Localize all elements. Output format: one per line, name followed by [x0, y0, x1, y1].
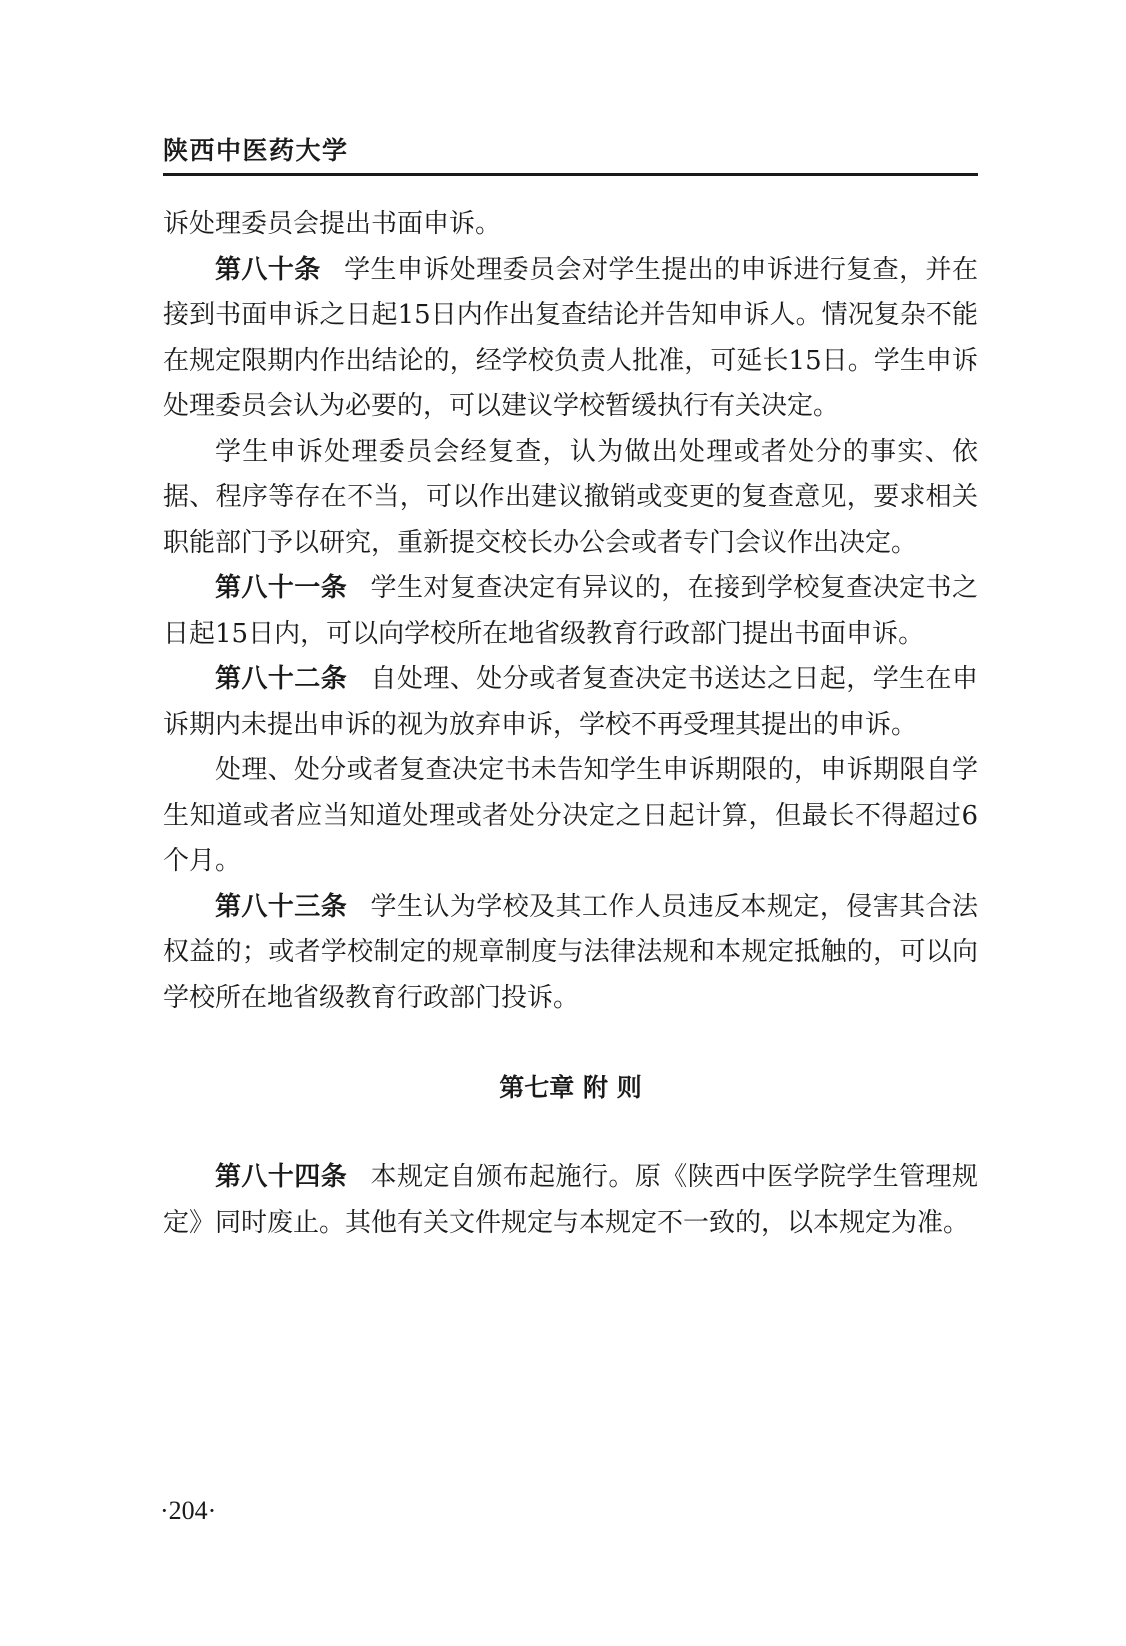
document-body — [163, 202, 978, 1246]
article-number: 第八十四条 — [215, 1162, 348, 1192]
article-number: 第八十三条 — [215, 891, 348, 922]
header-rule — [163, 173, 978, 176]
paragraph: 处理、处分或者复查决定书未告知学生申诉期限的，申诉期限自学生知道或者应当知道处理或者处分决定之日起计算，但最长不得超过6个月。 — [163, 755, 978, 876]
article-number: 第八十二条 — [215, 664, 348, 694]
article-number: 第八十一条 — [215, 573, 348, 603]
article-text: 学生对复查决定有异议的，在接到学校复查决定书之日起15日内，可以向学校所在地省级教育行政部门提出书面申诉。 — [163, 573, 978, 649]
article-text: 学生认为学校及其工作人员违反本规定，侵害其合法权益的；或者学校制定的规章制度与法律法规和本规定抵触的，可以向学校所在地省级教育行政部门投诉。 — [163, 891, 978, 1013]
article-text: 自处理、处分或者复查决定书送达之日起，学生在申诉期内未提出申诉的视为放弃申诉，学校不再受理其提出的申诉。 — [163, 664, 978, 740]
paragraph: 学生申诉处理委员会经复查，认为做出处理或者处分的事实、依据、程序等存在不当，可以作出建议撤销或变更的复查意见，要求相关职能部门予以研究，重新提交校长办公会或者专门会议作出决定。 — [163, 436, 978, 558]
article-80 — [163, 248, 978, 430]
article-text: 学生申诉处理委员会对学生提出的申诉进行复查，并在接到书面申诉之日起15日内作出复查结论并告知申诉人。情况复杂不能在规定限期内作出结论的，经学校负责人批准，可延长15日。学生申诉处理委员会认为必要的，可以建议学校暂缓执行有关决定。 — [163, 254, 978, 421]
article-text: 本规定自颁布起施行。原《陕西中医学院学生管理规定》同时废止。其他有关文件规定与本规定不一致的，以本规定为准。 — [163, 1162, 978, 1238]
continued-paragraph: 诉处理委员会提出书面申诉。 — [163, 209, 502, 239]
article-83 — [163, 885, 978, 1022]
chapter-heading: 第七章 附 则 — [499, 1073, 642, 1102]
article-81 — [163, 566, 978, 657]
article-82 — [163, 657, 978, 748]
page-number: ·204· — [160, 1496, 217, 1525]
article-84 — [163, 1155, 978, 1246]
article-number: 第八十条 — [215, 254, 321, 285]
running-header-title: 陕西中医药大学 — [163, 136, 349, 165]
